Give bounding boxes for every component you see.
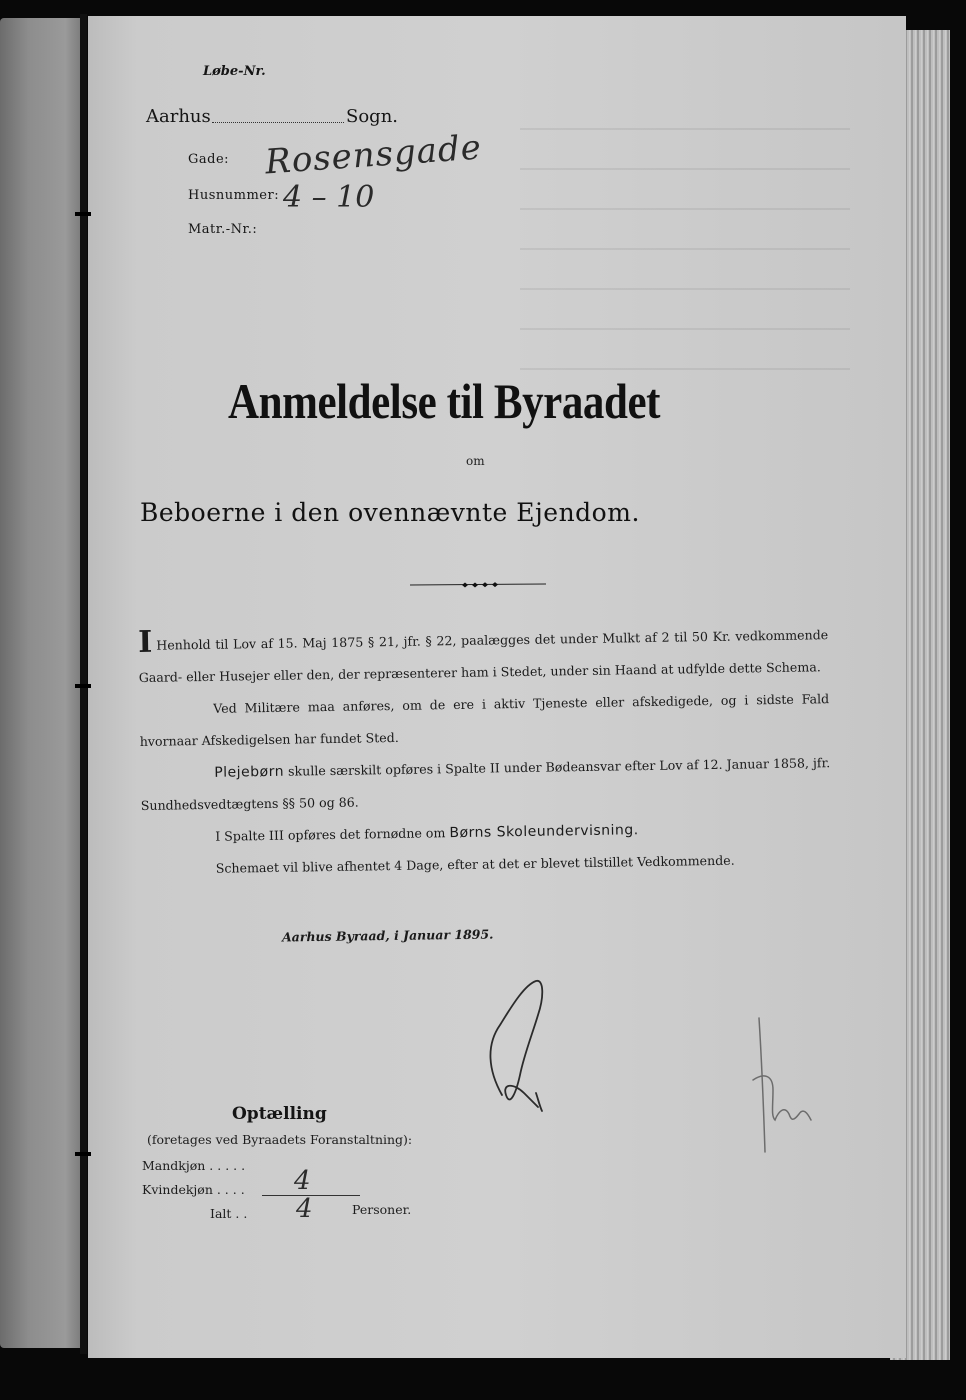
gade-handwritten-value: Rosensgade bbox=[263, 127, 484, 183]
binding-thread-mark bbox=[75, 212, 91, 216]
mandkjoen-label: Mandkjøn . . . . . bbox=[142, 1158, 246, 1173]
instruction-paragraph-1 bbox=[138, 619, 829, 694]
count-subheading: (foretages ved Byraadets Foranstaltning): bbox=[147, 1132, 413, 1147]
kvindekjoen-label: Kvindekjøn . . . . bbox=[142, 1182, 245, 1197]
ialt-label: Ialt . . bbox=[210, 1206, 248, 1221]
faint-handwritten-mark bbox=[745, 1010, 825, 1160]
bleed-through-texture bbox=[520, 90, 850, 390]
dateline: Aarhus Byraad, i Januar 1895. bbox=[281, 926, 494, 945]
paragraph-1-text: Henhold til Lov af 15. Maj 1875 § 21, jfr. § 22, paalægges det under Mulkt af 2 til 50 Kr. vedkommende Gaard- eller Husejer eller den, der repræsenterer ham i Stedet, under sin Haand at udfylde dette Schema. bbox=[138, 627, 829, 685]
binding-thread-mark bbox=[75, 1152, 91, 1156]
instruction-paragraph-2: Ved Militære maa anføres, om de ere i aktiv Tjeneste eller afskedigede, og i sidste Fald hvornaar Afskedigelsen har fundet Sted. bbox=[139, 691, 830, 749]
drop-cap: I bbox=[137, 624, 153, 660]
loebe-nr-label: Løbe-Nr. bbox=[203, 64, 266, 79]
instruction-paragraph-3 bbox=[140, 747, 831, 822]
ornament-divider bbox=[410, 578, 546, 592]
instruction-paragraph-5: Schemaet vil blive afhentet 4 Dage, efter at det er blevet tilstillet Vedkommende. bbox=[215, 852, 735, 876]
husnummer-label: Husnummer: bbox=[188, 188, 280, 203]
left-page bbox=[0, 18, 82, 1348]
parish-suffix: Sogn. bbox=[346, 106, 399, 127]
paragraph-4-text: I Spalte III opføres det fornødne om bbox=[215, 825, 446, 844]
instructions-body bbox=[138, 619, 832, 886]
kvindekjoen-handwritten-value: 4 bbox=[294, 1166, 311, 1196]
title-connector: om bbox=[466, 454, 485, 468]
ialt-handwritten-value: 4 bbox=[296, 1194, 313, 1224]
parish-prefix: Aarhus bbox=[146, 106, 211, 127]
count-heading: Optælling bbox=[232, 1104, 327, 1124]
plejeboern-emphasis: Plejebørn bbox=[214, 763, 285, 781]
matr-nr-label: Matr.-Nr.: bbox=[188, 222, 258, 237]
husnummer-handwritten-value: 4 – 10 bbox=[283, 180, 375, 215]
paragraph-3-text: skulle særskilt opføres i Spalte II under Bødeansvar efter Lov af 12. Januar 1858, jfr. Sundhedsvedtægtens §§ 50 og 86. bbox=[140, 755, 831, 813]
personer-label: Personer. bbox=[352, 1202, 412, 1217]
skoleundervisning-emphasis: Børns Skoleundervisning. bbox=[449, 822, 639, 842]
gade-label: Gade: bbox=[188, 152, 230, 167]
parish-dotted-line bbox=[212, 122, 344, 123]
document-title: Anmeldelse til Byraadet bbox=[228, 373, 661, 429]
handwritten-signature-mark bbox=[480, 975, 560, 1120]
document-subtitle: Beboerne i den ovennævnte Ejendom. bbox=[140, 498, 640, 527]
binding-thread-mark bbox=[75, 684, 91, 688]
